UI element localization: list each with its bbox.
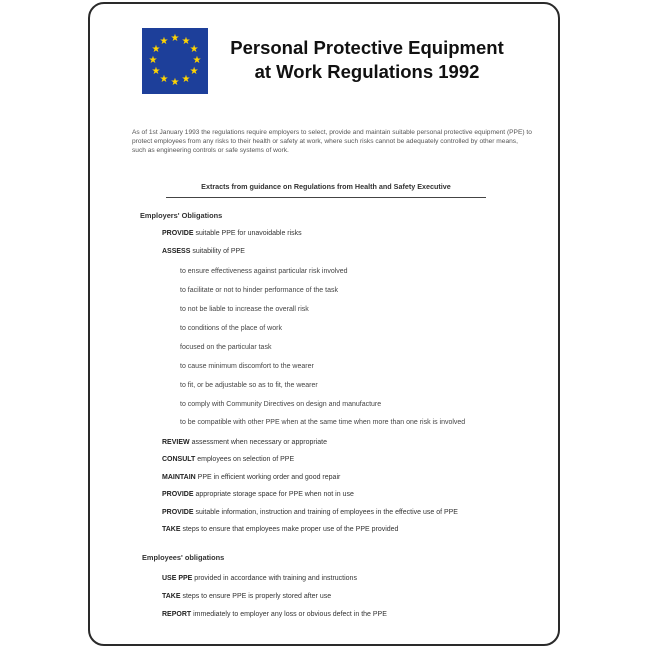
assess-criterion: focused on the particular task	[180, 344, 272, 351]
item-text: suitable PPE for unavoidable risks	[193, 230, 302, 237]
employer-item	[162, 508, 458, 517]
eu-star-icon: ★	[192, 55, 202, 66]
regulations-poster	[88, 2, 560, 646]
eu-star-icon: ★	[170, 33, 180, 44]
eu-star-icon: ★	[151, 44, 161, 55]
keyword: CONSULT	[162, 456, 196, 463]
item-text: steps to ensure PPE is properly stored after use	[180, 593, 332, 600]
eu-star-icon: ★	[148, 55, 158, 66]
eu-star-icon: ★	[181, 74, 191, 86]
keyword: USE PPE	[162, 575, 193, 582]
employee-item	[162, 574, 357, 583]
item-text: immediately to employer any loss or obvious defect in the PPE	[191, 611, 387, 618]
employer-item	[162, 438, 327, 447]
item-text: employees on selection of PPE	[195, 456, 295, 463]
employee-item	[162, 610, 387, 619]
title-line-2: at Work Regulations 1992	[254, 61, 480, 82]
keyword: REPORT	[162, 611, 192, 618]
employer-item	[162, 247, 245, 256]
keyword: ASSESS	[162, 248, 191, 255]
eu-star-icon: ★	[181, 35, 191, 47]
assess-criterion: to conditions of the place of work	[180, 325, 282, 332]
employer-item	[162, 455, 294, 464]
assess-criterion: to not be liable to increase the overall risk	[180, 306, 309, 313]
assess-criterion: to ensure effectiveness against particular risk involved	[180, 268, 348, 275]
keyword: REVIEW	[162, 439, 190, 446]
assess-criterion: to fit, or be adjustable so as to fit, the wearer	[180, 382, 318, 389]
item-text: PPE in efficient working order and good repair	[195, 474, 341, 481]
keyword: TAKE	[162, 526, 181, 533]
employer-item	[162, 525, 398, 534]
item-text: suitability of PPE	[190, 248, 245, 255]
item-text: appropriate storage space for PPE when not in use	[193, 491, 354, 498]
item-text: provided in accordance with training and instructions	[192, 575, 357, 582]
keyword: MAINTAIN	[162, 474, 196, 481]
intro-paragraph: As of 1st January 1993 the regulations require employers to select, provide and maintain suitable personal protective equipment (PPE) to protect employees from any risks to their health or safety at work, where such risks cannot be adequately controlled by other means, such as engineering controls or safe systems of work.	[132, 129, 532, 154]
employer-item	[162, 473, 340, 482]
title-line-1: Personal Protective Equipment	[230, 37, 504, 58]
assess-criterion: to cause minimum discomfort to the wearer	[180, 363, 314, 370]
eu-star-icon: ★	[189, 66, 199, 77]
employer-item	[162, 490, 354, 499]
assess-criterion: to be compatible with other PPE when at the same time when more than one risk is involved	[180, 419, 466, 426]
employer-item	[162, 229, 302, 238]
employees-heading: Employees' obligations	[142, 553, 225, 562]
guidance-heading: Extracts from guidance on Regulations from Health and Safety Executive	[201, 182, 451, 191]
keyword: PROVIDE	[162, 491, 194, 498]
keyword: PROVIDE	[162, 509, 194, 516]
employee-item	[162, 592, 331, 601]
eu-star-icon: ★	[170, 77, 180, 88]
obligations-list	[90, 4, 558, 644]
keyword: TAKE	[162, 593, 181, 600]
eu-star-icon: ★	[151, 66, 161, 77]
eu-star-icon: ★	[189, 44, 199, 55]
assess-criterion: to facilitate or not to hinder performance of the task	[180, 287, 338, 294]
item-text: assessment when necessary or appropriate	[189, 439, 327, 446]
employers-heading: Employers' Obligations	[140, 211, 223, 220]
keyword: PROVIDE	[162, 230, 194, 237]
item-text: steps to ensure that employees make proper use of the PPE provided	[180, 526, 399, 533]
item-text: suitable information, instruction and training of employees in the effective use of PPE	[193, 509, 458, 516]
eu-star-icon: ★	[159, 74, 169, 86]
eu-star-icon: ★	[159, 35, 169, 47]
assess-criterion: to comply with Community Directives on design and manufacture	[180, 401, 382, 408]
